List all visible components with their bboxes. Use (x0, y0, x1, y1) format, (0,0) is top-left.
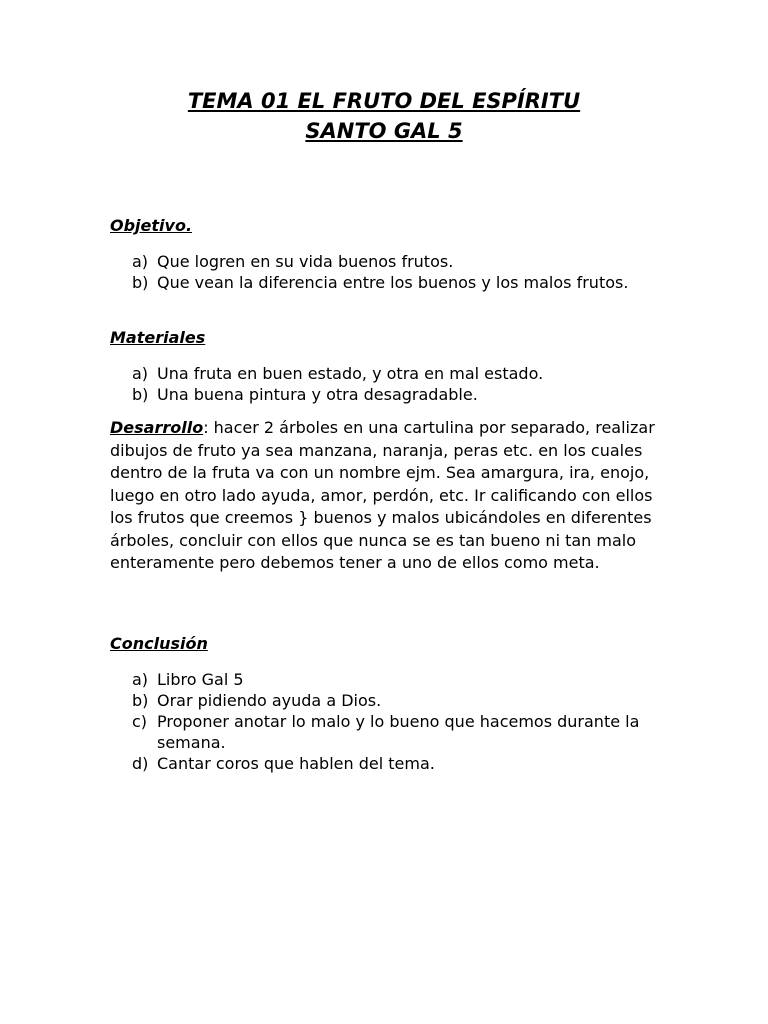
list-item (110, 711, 670, 753)
list-item (110, 272, 670, 293)
list-item-text: Que vean la diferencia entre los buenos y los malos frutos. (157, 273, 629, 292)
desarrollo-text: : hacer 2 árboles en una cartulina por separado, realizar dibujos de fruto ya sea manzana, naranja, peras etc. en los cuales dentro de la fruta va con un nombre ejm. Sea amargura, ira, enojo, luego en otro lado ayuda, amor, perdón, etc. Ir calificando con ellos los frutos que creemos } buenos y malos ubicándoles en diferentes árboles, concluir con ellos que nunca se es tan bueno ni tan malo enteramente pero debemos tener a uno de ellos como meta. (110, 418, 655, 572)
title-line-1: TEMA 01 EL FRUTO DEL ESPÍRITU (187, 89, 581, 113)
title-line-2: SANTO GAL 5 (305, 119, 463, 143)
list-item (110, 251, 670, 272)
list-marker: a) (132, 364, 149, 383)
conclusion-heading: Conclusión (110, 634, 208, 653)
list-marker: d) (132, 754, 149, 773)
list-item (110, 384, 670, 405)
list-item (110, 690, 670, 711)
desarrollo-paragraph (110, 417, 666, 575)
objetivo-list (110, 251, 670, 293)
list-item (110, 669, 670, 690)
list-marker: b) (132, 691, 149, 710)
list-item-text: Orar pidiendo ayuda a Dios. (157, 691, 382, 710)
list-marker: c) (132, 712, 148, 731)
materiales-heading: Materiales (110, 328, 206, 347)
list-item-text: Que logren en su vida buenos frutos. (157, 252, 454, 271)
list-item-text: Libro Gal 5 (157, 670, 244, 689)
conclusion-list (110, 669, 670, 774)
list-marker: a) (132, 670, 149, 689)
materiales-list (110, 363, 670, 405)
objetivo-heading: Objetivo. (110, 216, 193, 235)
list-marker: a) (132, 252, 149, 271)
list-item (110, 753, 670, 774)
list-item (110, 363, 670, 384)
document-title (0, 86, 768, 146)
list-marker: b) (132, 385, 149, 404)
list-item-text: Cantar coros que hablen del tema. (157, 754, 435, 773)
desarrollo-heading: Desarrollo (110, 418, 204, 437)
list-item-text: Una fruta en buen estado, y otra en mal estado. (157, 364, 544, 383)
list-item-text: Proponer anotar lo malo y lo bueno que hacemos durante la semana. (157, 712, 640, 752)
list-item-text: Una buena pintura y otra desagradable. (157, 385, 478, 404)
list-marker: b) (132, 273, 149, 292)
